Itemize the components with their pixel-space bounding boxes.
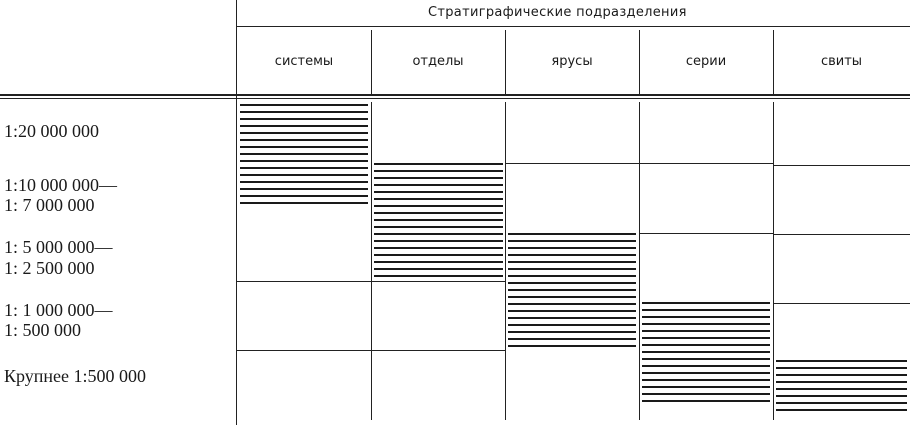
row-label: Крупнее 1:500 000: [4, 366, 147, 386]
column-divider: [639, 102, 640, 420]
column-divider: [371, 102, 372, 420]
column-divider: [371, 30, 372, 94]
column-header-sistemy: системы: [274, 54, 334, 69]
row-boundary: [505, 163, 773, 164]
hatch-band-sistemy: [240, 104, 368, 209]
column-header-svity: свиты: [820, 54, 863, 69]
column-header-otdely: отделы: [412, 54, 464, 69]
title-underline: [237, 26, 910, 27]
header-double-rule-bottom: [0, 98, 910, 99]
row-boundary: [773, 234, 910, 235]
table-title: Стратиграфические подразделения: [428, 5, 687, 20]
column-divider: [236, 0, 237, 425]
row-label: 1: 500 000: [4, 320, 82, 340]
column-header-yarusy: ярусы: [551, 54, 593, 69]
column-divider: [773, 102, 774, 420]
row-label: 1: 1 000 000—: [4, 300, 113, 320]
hatch-band-svity: [776, 360, 907, 416]
hatch-band-serii: [642, 302, 770, 407]
row-boundary: [237, 350, 371, 351]
row-label: 1: 7 000 000: [4, 195, 95, 215]
row-boundary: [773, 165, 910, 166]
row-label: 1: 2 500 000: [4, 258, 95, 278]
row-boundary: [773, 303, 910, 304]
row-boundary: [371, 350, 505, 351]
column-divider: [505, 30, 506, 94]
hatch-band-yarusy: [508, 233, 636, 352]
row-boundary: [237, 281, 371, 282]
column-header-serii: серии: [685, 54, 727, 69]
column-divider: [773, 30, 774, 94]
row-label: 1:20 000 000: [4, 121, 100, 141]
row-label: 1: 5 000 000—: [4, 237, 113, 257]
column-divider: [639, 30, 640, 94]
column-divider: [505, 102, 506, 420]
row-boundary: [639, 233, 773, 234]
hatch-band-otdely: [374, 163, 503, 282]
row-label: 1:10 000 000—: [4, 175, 118, 195]
header-double-rule-top: [0, 94, 910, 96]
